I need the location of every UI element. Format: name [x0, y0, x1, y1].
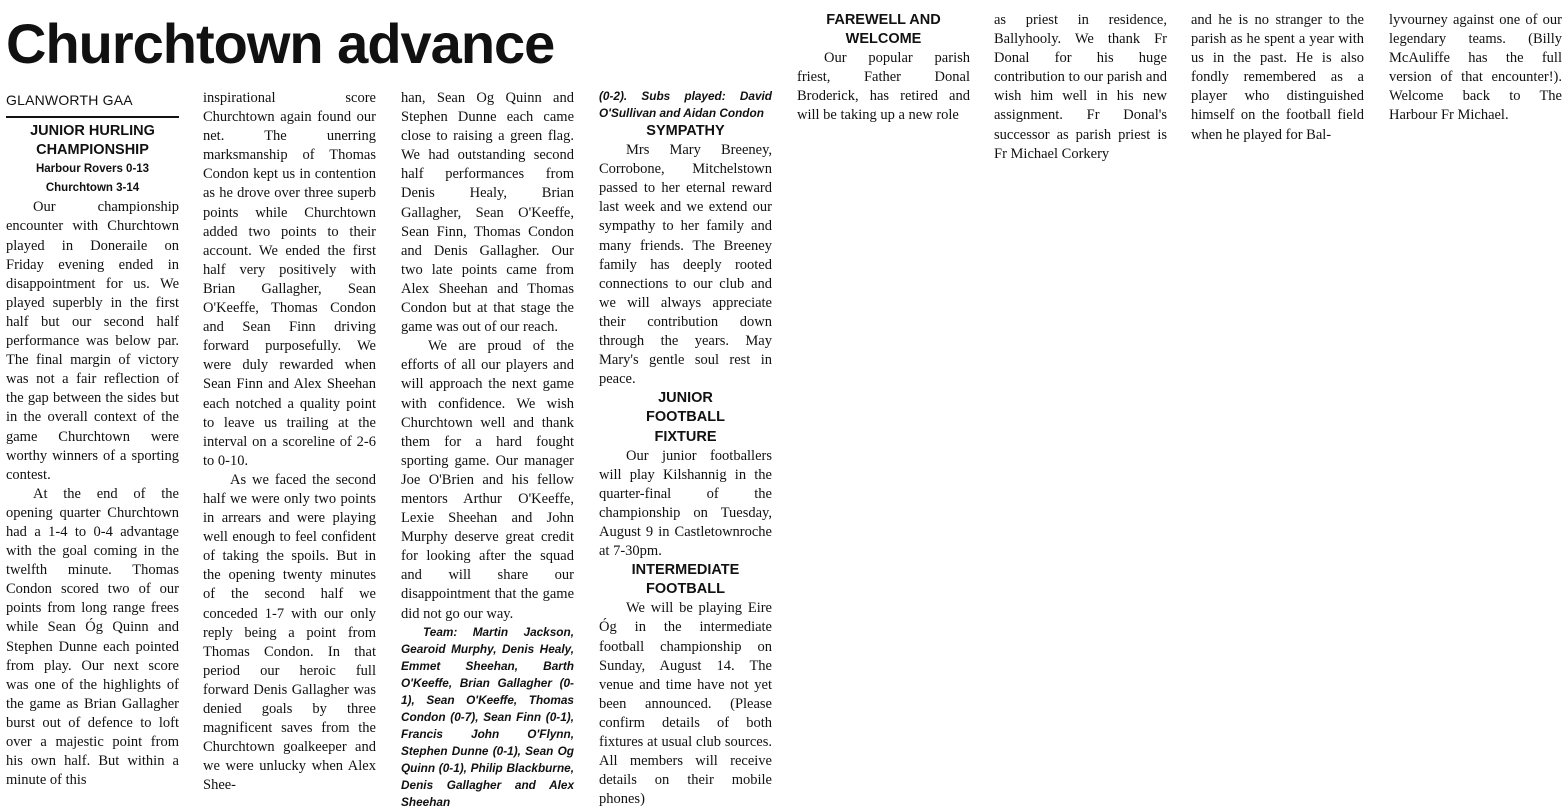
body-paragraph: At the end of the opening quarter Churchtown had a 1-4 to 0-4 advantage with the goal coming in the twelfth minute. Thomas Condon scored two of our points from long range frees while Sean Óg Quinn and Stephen Dunne each pointed from play. Our next score was one of the highlights of the game as Brian Gallagher burst out of defence to loft over a majestic point from his own half. But within a minute of this	[6, 485, 179, 789]
body-paragraph: Our championship encounter with Churchtown played in Doneraile on Friday evening ended in disappointment for us. We played superbly in the first half but our second half performance was below par. The final margin of victory was not a fair reflection of the gap between the sides but in the overall context of the game Churchtown were worthy winners of a sporting contest.	[6, 199, 179, 483]
body-paragraph: inspirational score Churchtown again found our net. The unerring marksmanship of Thomas Condon kept us in contention as he drove over three superb points while Churchtown added two points to their account. We ended the first half very positively with Brian Gallagher, Sean O'Keeffe, Thomas Condon and Sean Finn driving forward purposefully. We were duly rewarded when Sean Finn and Alex Sheehan each notched a quality point to leave us trailing at the interval on a scoreline of 2-6 to 0-10.	[203, 90, 376, 469]
body-paragraph: Mrs Mary Breeney, Corrobone, Mitchelstown passed to her eternal reward last week and we extend our sympathy to her family and many friends. The Breeney family has deeply rooted connections to our club and we will always appreciate their contribution down through the years. May Mary's gentle soul rest in peace.	[599, 142, 772, 388]
body-paragraph: lyvourney against one of our legendary teams. (Billy McAuliffe has the full version of that encounter!). Welcome back to The Harbour Fr Michael.	[1389, 12, 1562, 124]
article-column-1	[6, 91, 179, 790]
result-line-1: Harbour Rovers 0-13	[35, 163, 150, 176]
article-column-4	[599, 88, 772, 809]
hurling-heading: JUNIOR HURLING CHAMPIONSHIP	[30, 123, 155, 159]
article-column-8	[1389, 11, 1562, 126]
team-lineup-text: Team: Martin Jackson, Gearoid Murphy, Denis Healy, Emmet Sheehan, Barth O'Keeffe, Brian Gallagher (0-1), Sean O'Keeffe, Thomas Condon (0-7), Sean Finn (0-1), Francis John O'Flynn, Stephen Dunne (0-1), Sean Og Quinn (0-1), Philip Blackburne, Denis Gallagher and Alex Sheehan	[401, 624, 574, 809]
subs-played-text: (0-2). Subs played: David O'Sullivan and Aidan Condon	[599, 89, 772, 120]
team-lineup	[401, 624, 574, 811]
intermediate-football-heading: INTERMEDIATE FOOTBALL	[631, 562, 740, 598]
body-paragraph: and he is no stranger to the parish as he spent a year with us in the past. He is also fondly remembered as a player who distinguished himself on the football field when he played for Bal-	[1191, 12, 1364, 143]
body-paragraph: As we faced the second half we were only two points in arrears and were playing well enough to feel confident of taking the spoils. But in the opening twenty minutes of the second half we conceded 1-7 with our only reply being a point from Thomas Condon. In that period our heroic full forward Denis Gallagher was denied goals by three magnificent saves from the Churchtown goalkeeper and we were unlucky when Alex Shee-	[203, 471, 376, 794]
article-column-7	[1191, 11, 1364, 145]
body-paragraph: We will be playing Eire Óg in the intermediate football championship on Sunday, August 14. The venue and time have not yet been announced. (Please confirm details of both fixtures at usual club sources. All members will receive details on their mobile phones)	[599, 600, 772, 808]
subs-played	[599, 88, 772, 122]
sympathy-heading: SYMPATHY	[646, 123, 725, 139]
body-paragraph: Our popular parish friest, Father Donal Broderick, has retired and will be taking up a new role	[797, 50, 970, 124]
farewell-heading: FAREWELL AND WELCOME	[826, 12, 941, 48]
body-paragraph: Our junior footballers will play Kilshannig in the quarter-final of the championship on Tuesday, August 9 in Castletownroche at 7-30pm.	[599, 447, 772, 560]
headline: Churchtown advance	[6, 12, 555, 75]
body-paragraph: han, Sean Og Quinn and Stephen Dunne each came close to raising a green flag. We had outstanding second half performances from Denis Healy, Brian Gallagher, Sean O'Keeffe, Sean Finn, Thomas Condon and Denis Gallagher. Our two late points came from Alex Sheehan and Thomas Condon but at that stage the game was out of our reach.	[401, 90, 574, 336]
article-column-6	[994, 11, 1167, 164]
section-label: GLANWORTH GAA	[6, 91, 179, 118]
result-line-2: Churchtown 3-14	[45, 182, 140, 195]
body-paragraph: We are proud of the efforts of all our players and will approach the next game with confidence. We wish Churchtown well and thank them for a hard fought sporting game. Our manager Joe O'Brien and his fellow mentors Arthur O'Keeffe, Lexie Sheehan and John Murphy deserve great credit for looking after the squad and will share our disappointment that the game did not go our way.	[401, 338, 574, 622]
body-paragraph: as priest in residence, Ballyhooly. We thank Fr Donal for his huge contribution to our parish and wish him well in his new assignment. Fr Donal's successor as parish priest is Fr Michael Corkery	[994, 12, 1167, 162]
article-column-2	[203, 89, 376, 795]
junior-football-heading: JUNIOR FOOTBALL FIXTURE	[646, 390, 725, 445]
article-column-5	[797, 11, 970, 126]
article-column-3	[401, 89, 574, 811]
